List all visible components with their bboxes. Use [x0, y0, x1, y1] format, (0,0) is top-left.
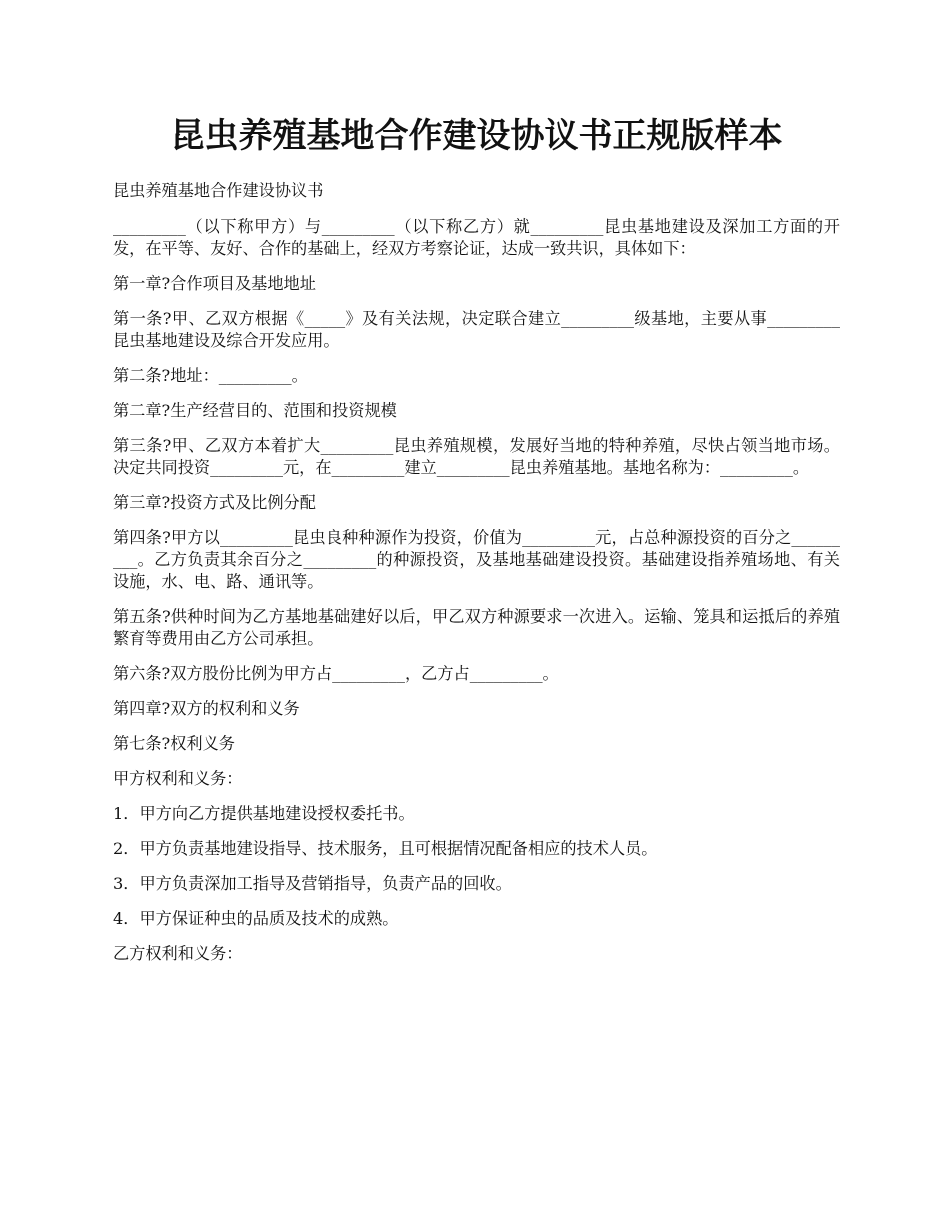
article-paragraph: 第二条?地址：_________。	[113, 366, 308, 385]
subtitle-paragraph: 昆虫养殖基地合作建设协议书	[113, 181, 324, 200]
list-item: 3．甲方负责深加工指导及营销指导，负责产品的回收。	[113, 874, 512, 893]
section-label: 乙方权利和义务：	[113, 944, 243, 963]
intro-paragraph: _________（以下称甲方）与_________（以下称乙方）就_________昆虫基地建设及深加工方面的开发，在平等、友好、合作的基础上，经双方考察论证，达成一致共识，具体如下：	[113, 217, 840, 258]
article-paragraph: 第四条?甲方以_________昆虫良种种源作为投资，价值为_________元，占总种源投资的百分之_________。乙方负责其余百分之_________的种源投资，及基地基础建设投资。基础建设指养殖场地、有关设施，水、电、路、通讯等。	[113, 528, 840, 591]
chapter-heading: 第四章?双方的权利和义务	[113, 699, 300, 718]
article-paragraph: 第一条?甲、乙双方根据《_____》及有关法规，决定联合建立_________级基地，主要从事_________昆虫基地建设及综合开发应用。	[113, 309, 840, 350]
article-paragraph: 第七条?权利义务	[113, 734, 235, 753]
document-body	[113, 180, 840, 978]
chapter-heading: 第二章?生产经营目的、范围和投资规模	[113, 401, 397, 420]
list-item: 1．甲方向乙方提供基地建设授权委托书。	[113, 804, 415, 823]
article-paragraph: 第三条?甲、乙双方本着扩大_________昆虫养殖规模，发展好当地的特种养殖，尽快占领当地市场。决定共同投资_________元，在_________建立_________昆虫养殖基地。基地名称为：_________。	[113, 436, 840, 477]
article-paragraph: 第五条?供种时间为乙方基地基础建好以后，甲乙双方种源要求一次进入。运输、笼具和运抵后的养殖繁育等费用由乙方公司承担。	[113, 607, 840, 648]
chapter-heading: 第三章?投资方式及比例分配	[113, 493, 316, 512]
list-item: 2．甲方负责基地建设指导、技术服务，且可根据情况配备相应的技术人员。	[113, 839, 658, 858]
list-item: 4．甲方保证种虫的品质及技术的成熟。	[113, 909, 399, 928]
section-label: 甲方权利和义务：	[113, 769, 243, 788]
chapter-heading: 第一章?合作项目及基地地址	[113, 274, 316, 293]
article-paragraph: 第六条?双方股份比例为甲方占_________，乙方占_________。	[113, 664, 559, 683]
document-title: 昆虫养殖基地合作建设协议书正规版样本	[170, 116, 783, 156]
